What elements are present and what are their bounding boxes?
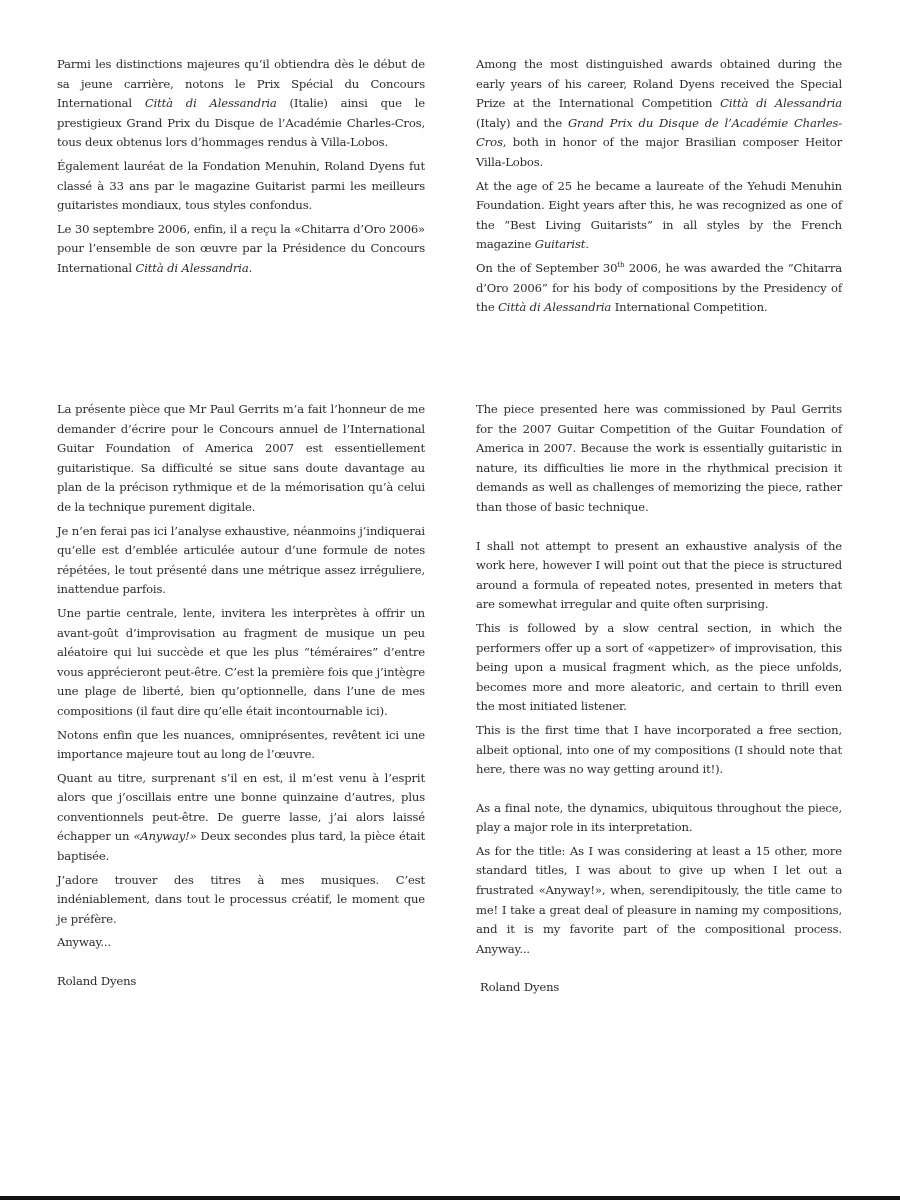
bottom-border <box>0 1196 900 1200</box>
english-notes-paragraph-1: The piece presented here was commissioned by Paul Gerrits for the 2007 Guitar Competition of the Guitar Foundation of America in 2007. Because the work is essentially guitaristic in nature, its difficulties lie more in the rhythmical precision it demands as well as challenges of memorizing the piece, rather than those of basic technique. <box>476 402 842 514</box>
french-signature: Roland Dyens <box>57 974 137 989</box>
english-notes-paragraph-2: I shall not attempt to present an exhaustive analysis of the work here, however I will point out that the piece is structured around a formula of repeated notes, presented in meters that are somewhat irregular and quite often surprising. <box>476 538 842 612</box>
english-awards-paragraph-3: On the of September 30th 2006, he was awarded the “Chitarra d’Oro 2006” for his body of compositions by the Presidency of the Città di Alessandria International Competition. <box>476 260 842 315</box>
french-awards-paragraph-1: Parmi les distinctions majeures qu’il obtiendra dès le début de sa jeune carrière, notons le Prix Spécial du Concours International Città di Alessandria (Italie) ainsi que le prestigieux Grand Prix du Disque de l’Académie Charles-Cros, tous deux obtenus lors d’hommages rendus à Villa-Lobos. <box>57 57 425 150</box>
french-notes-paragraph-4: Notons enfin que les nuances, omniprésentes, revêtent ici une importance majeure tout au long de l’œuvre. <box>57 727 425 762</box>
french-notes-paragraph-7: Anyway... <box>57 935 111 950</box>
english-notes-paragraph-6: As for the title: As I was considering at least a 15 other, more standard titles, I was about to give up when I let out a frustrated «Anyway!», when, serendipitously, the title came to me! I take a great deal of pleasure in naming my compositions, and it is my favorite part of the compositional process. Anyway... <box>476 843 842 956</box>
english-awards-column <box>476 55 842 322</box>
french-awards-column <box>57 55 425 283</box>
english-notes-paragraph-4: This is the first time that I have incorporated a free section, albeit optional, into one of my compositions (I should note that here, there was no way getting around it!). <box>476 722 842 777</box>
french-awards-paragraph-3: Le 30 septembre 2006, enfin, il a reçu la «Chitarra d’Oro 2006» pour l’ensemble de son œuvre par la Présidence du Concours International Città di Alessandria. <box>57 221 425 275</box>
english-awards-paragraph-1: Among the most distinguished awards obtained during the early years of his career, Roland Dyens received the Special Prize at the International Competition Città di Alessandria (Italy) and the Grand Prix du Disque de l’Académie Charles-Cros, both in honor of the major Brasilian composer Heitor Villa-Lobos. <box>476 57 842 169</box>
french-awards-paragraph-2: Également lauréat de la Fondation Menuhin, Roland Dyens fut classé à 33 ans par le magazine Guitarist parmi les meilleurs guitaristes mondiaux, tous styles confondus. <box>57 158 425 213</box>
english-awards-paragraph-2: At the age of 25 he became a laureate of the Yehudi Menuhin Foundation. Eight years after this, he was recognized as one of the “Best Living Guitarists” in all styles by the French magazine Guitarist. <box>476 178 842 252</box>
english-notes-paragraph-3: This is followed by a slow central section, in which the performers offer up a sort of «appetizer» of improvisation, this being upon a musical fragment which, as the piece unfolds, becomes more and more aleatoric, and certain to thrill even the most initiated listener. <box>476 620 842 714</box>
french-notes-paragraph-5: Quant au titre, surprenant s’il en est, il m’est venu à l’esprit alors que j’oscillais entre une bonne quinzaine d’autres, plus conventionnels peut-être. De guerre lasse, j’ai alors laissé échapper un «Anyway!» Deux secondes plus tard, la pièce était baptisée. <box>57 770 425 864</box>
french-notes-paragraph-2: Je n’en ferai pas ici l’analyse exhaustive, néanmoins j’indiquerai qu’elle est d’emblée articulée autour d’une formule de notes répétées, le tout présenté dans une métrique assez irréguliere, inattendue parfois. <box>57 523 425 597</box>
french-notes-paragraph-6: J’adore trouver des titres à mes musiques. C’est indéniablement, dans tout le processus créatif, le moment que je préfère. <box>57 872 425 926</box>
french-notes-paragraph-3: Une partie centrale, lente, invitera les interprètes à offrir un avant-goût d’improvisation au fragment de musique un peu aléatoire qui lui succède et que les plus “téméraires” d’entre vous apprécieront peut-être. C’est la première fois que j’intègre une plage de liberté, bien qu’optionnelle, dans l’une de mes compositions (il faut dire qu’elle était incontournable ici). <box>57 605 425 718</box>
english-notes-paragraph-5: As a final note, the dynamics, ubiquitous throughout the piece, play a major role in its interpretation. <box>476 800 842 835</box>
english-signature: Roland Dyens <box>480 980 560 995</box>
french-notes-paragraph-1: La présente pièce que Mr Paul Gerrits m’a fait l’honneur de me demander d’écrire pour le Concours annuel de l’International Guitar Foundation of America 2007 est essentiellement guitaristique. Sa difficulté se situe sans doute davantage au plan de la précison rythmique et de la mémorisation qu’à celui de la technique purement digitale. <box>57 402 425 514</box>
french-notes-column <box>57 400 425 996</box>
english-notes-column <box>476 400 842 1002</box>
